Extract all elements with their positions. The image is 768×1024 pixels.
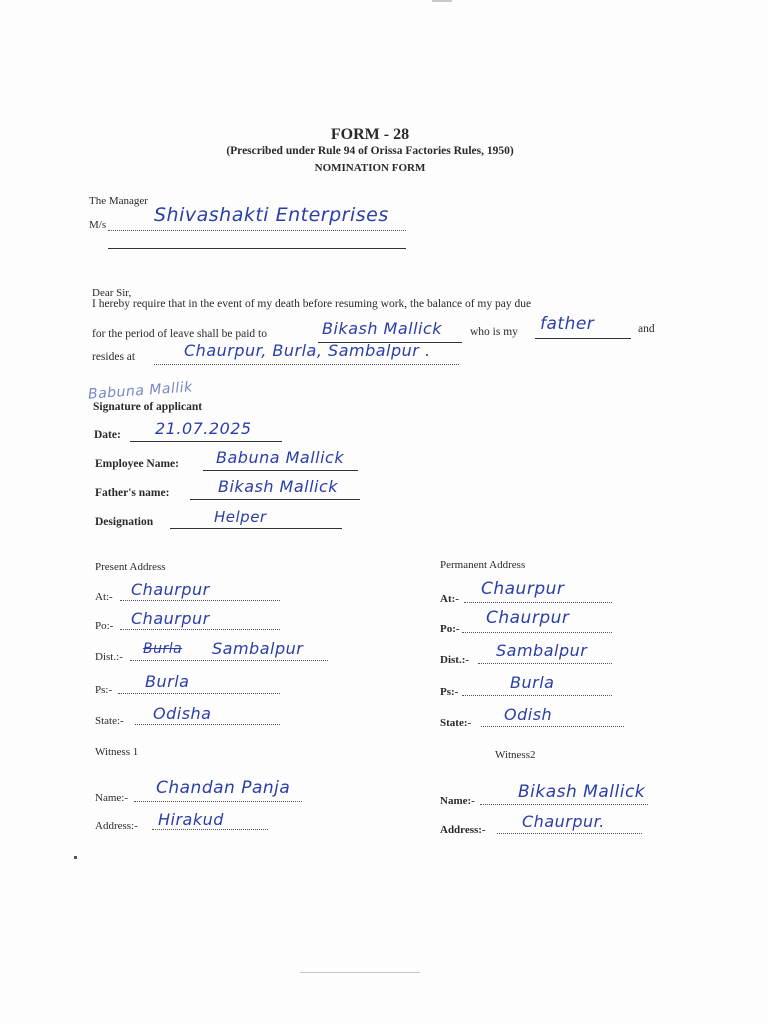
present-dist-line <box>130 660 328 661</box>
father-name-underline <box>190 499 360 500</box>
employee-name-underline <box>203 470 358 471</box>
present-po-value: Chaurpur <box>131 609 210 628</box>
residence-underline <box>154 364 459 365</box>
designation-value: Helper <box>214 508 267 526</box>
permanent-at-line <box>464 602 612 603</box>
witness2-address-value: Chaurpur. <box>522 812 605 831</box>
witness2-address-label: Address:- <box>440 824 486 836</box>
who-is-my: who is my <box>470 326 518 338</box>
form-subtitle: (Prescribed under Rule 94 of Orissa Factories Rules, 1950) <box>226 145 514 157</box>
permanent-po-label: Po:- <box>440 623 460 635</box>
permanent-ps-value: Burla <box>510 673 555 692</box>
signature-label: Signature of applicant <box>93 401 203 413</box>
present-state-label: State:- <box>95 715 124 727</box>
present-dist-struck: Burla <box>143 641 183 657</box>
form-name: NOMINATION FORM <box>314 162 426 174</box>
witness2-name-line <box>480 804 648 805</box>
permanent-dist-value: Sambalpur <box>496 641 588 660</box>
form-title: FORM - 28 <box>330 126 410 143</box>
present-address-heading: Present Address <box>95 561 166 573</box>
witness1-address-label: Address:- <box>95 820 138 832</box>
applicant-signature: Babuna Mallik <box>87 379 194 403</box>
ms-label: M/s <box>89 219 107 231</box>
employee-name-label: Employee Name: <box>95 458 179 470</box>
witness2-name-label: Name:- <box>440 795 475 807</box>
present-po-line <box>120 629 280 630</box>
permanent-state-value: Odish <box>504 705 553 724</box>
present-po-label: Po:- <box>95 620 114 632</box>
present-at-label: At:- <box>95 591 113 603</box>
permanent-at-value: Chaurpur <box>481 579 565 599</box>
date-label: Date: <box>94 429 121 441</box>
present-ps-line <box>118 693 280 694</box>
witness1-address-value: Hirakud <box>158 810 224 829</box>
date-underline <box>130 441 282 442</box>
permanent-at-label: At:- <box>440 593 459 605</box>
witness2-name-value: Bikash Mallick <box>518 782 646 802</box>
company-value: Shivashakti Enterprises <box>154 204 389 226</box>
scan-mark-bottom <box>300 972 420 973</box>
letter-line-1: I hereby require that in the event of my death before resuming work, the balance of my pay due <box>92 298 532 310</box>
witness2-heading: Witness2 <box>495 749 536 761</box>
and-word: and <box>638 323 655 335</box>
relation-value: father <box>540 314 595 334</box>
designation-label: Designation <box>95 516 154 528</box>
present-ps-value: Burla <box>145 672 190 691</box>
witness1-heading: Witness 1 <box>95 746 139 758</box>
present-dist-value: Sambalpur <box>212 639 304 658</box>
present-at-line <box>120 600 280 601</box>
witness1-name-line <box>134 801 302 802</box>
present-state-value: Odisha <box>153 704 212 723</box>
permanent-ps-label: Ps:- <box>440 686 459 698</box>
witness1-address-line <box>152 829 268 830</box>
father-name-label: Father's name: <box>95 487 170 499</box>
company-underline <box>108 229 406 231</box>
witness2-address-line <box>497 833 642 834</box>
employee-name-value: Babuna Mallick <box>216 448 345 467</box>
residence-value: Chaurpur, Burla, Sambalpur . <box>184 341 431 360</box>
scan-mark-top <box>432 0 452 2</box>
witness1-name-label: Name:- <box>95 792 128 804</box>
designation-underline <box>170 528 342 529</box>
permanent-state-label: State:- <box>440 717 472 729</box>
permanent-ps-line <box>462 695 612 696</box>
permanent-po-value: Chaurpur <box>486 608 570 628</box>
resides-at: resides at <box>92 351 136 363</box>
present-state-line <box>135 724 280 725</box>
permanent-dist-line <box>478 663 612 664</box>
company-line-2 <box>108 248 406 249</box>
present-ps-label: Ps:- <box>95 684 113 696</box>
permanent-po-line <box>462 632 612 633</box>
witness1-name-value: Chandan Panja <box>156 778 291 798</box>
permanent-dist-label: Dist.:- <box>440 654 470 666</box>
date-value: 21.07.2025 <box>155 419 252 438</box>
relation-underline <box>535 338 631 339</box>
permanent-state-line <box>481 726 624 727</box>
letter-line-2-prefix: for the period of leave shall be paid to <box>92 328 267 340</box>
nominee-value: Bikash Mallick <box>322 319 443 338</box>
scan-mark-left <box>74 856 77 859</box>
salutation: Dear Sir, <box>92 287 132 299</box>
present-at-value: Chaurpur <box>131 580 210 599</box>
permanent-address-heading: Permanent Address <box>440 559 526 571</box>
present-dist-label: Dist.:- <box>95 651 123 663</box>
addressee-line: The Manager <box>89 195 148 207</box>
father-name-value: Bikash Mallick <box>218 477 339 496</box>
